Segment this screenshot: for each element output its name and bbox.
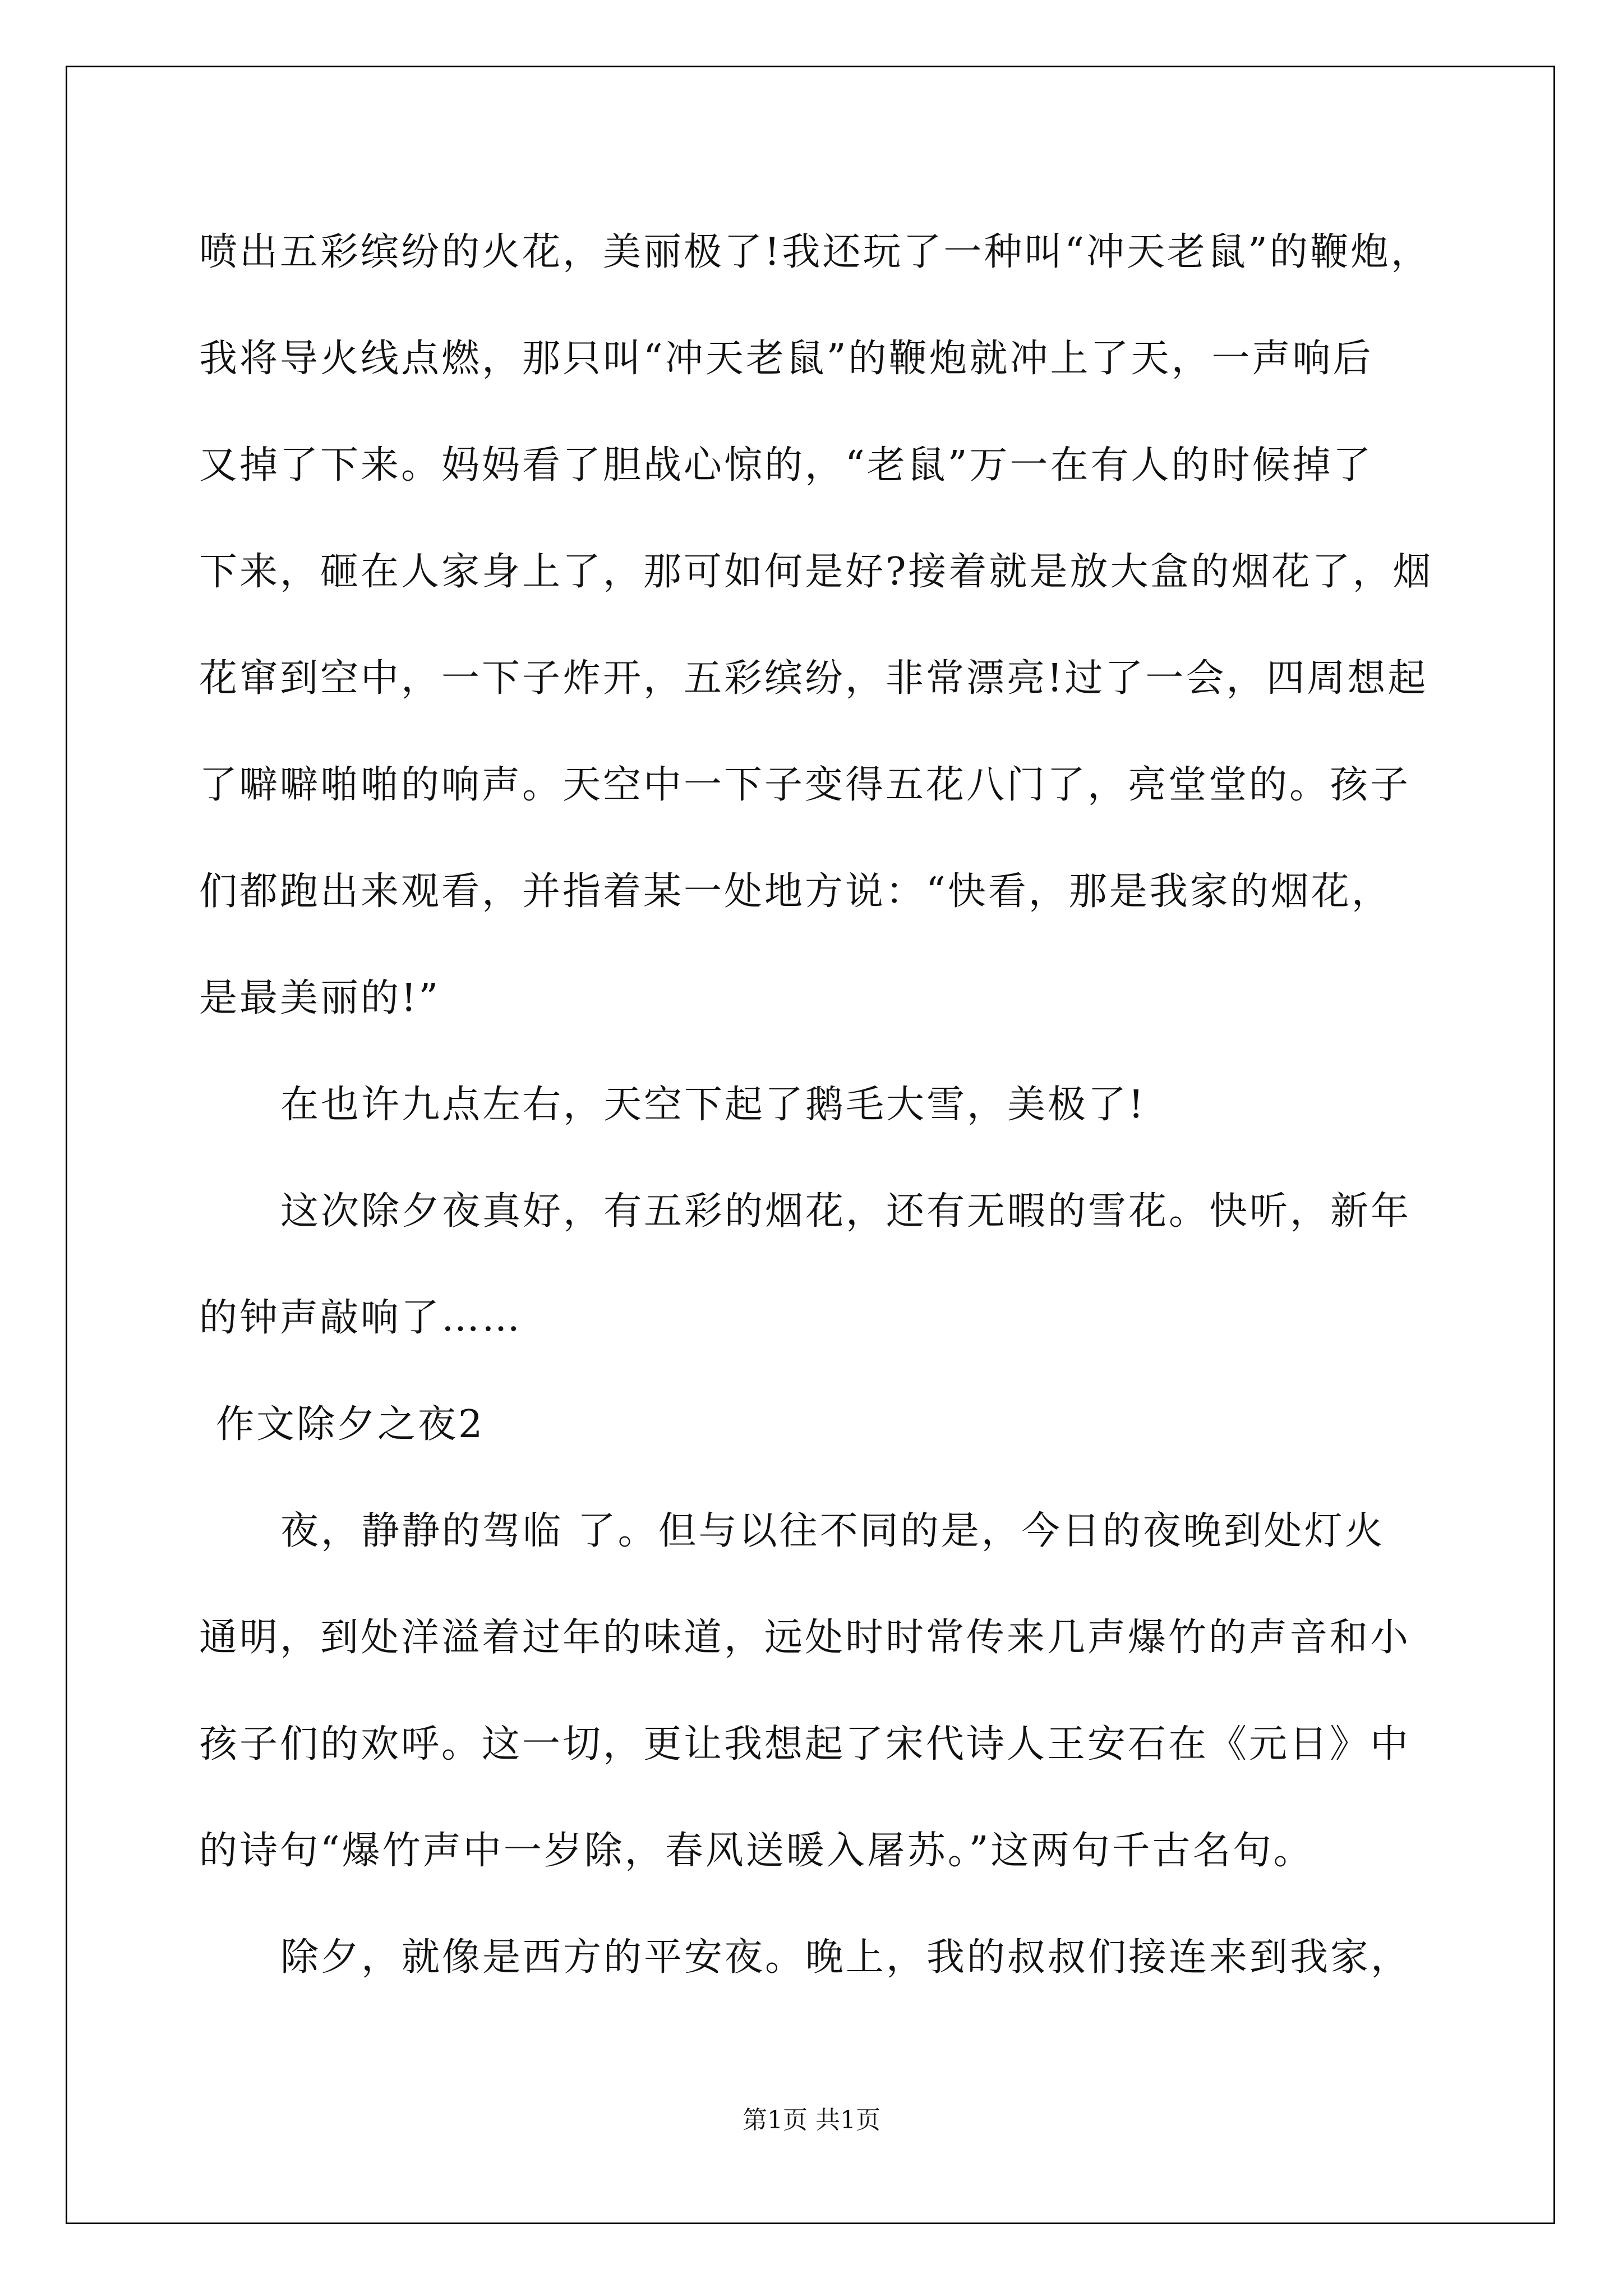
paragraph-start-line: 这次除夕夜真好，有五彩的烟花，还有无暇的雪花。快听，新年 xyxy=(280,1189,1412,1234)
text-line: 喷出五彩缤纷的火花，美丽极了!我还玩了一种叫“冲天老鼠”的鞭炮， xyxy=(199,230,1431,274)
text-line: 们都跑出来观看，并指着某一处地方说：“快看，那是我家的烟花， xyxy=(199,869,1392,914)
paragraph-start-line: 除夕，就像是西方的平安夜。晚上，我的叔叔们接连来到我家， xyxy=(280,1935,1412,1980)
text-line: 花窜到空中，一下子炸开，五彩缤纷，非常漂亮!过了一会，四周想起 xyxy=(199,656,1428,701)
text-line: 又掉了下来。妈妈看了胆战心惊的，“老鼠”万一在有人的时候掉了 xyxy=(199,443,1373,487)
section-heading: 作文除夕之夜2 xyxy=(216,1402,485,1447)
paragraph-start-line: 在也许九点左右，天空下起了鹅毛大雪，美极了! xyxy=(280,1083,1146,1127)
text-line: 的钟声敲响了…… xyxy=(199,1296,523,1340)
page-number-footer: 第1页 共1页 xyxy=(743,2106,880,2134)
page-border xyxy=(66,66,1555,2224)
text-line: 下来，砸在人家身上了，那可如何是好?接着就是放大盒的烟花了，烟 xyxy=(199,550,1433,594)
text-line: 了噼噼啪啪的响声。天空中一下子变得五花八门了，亮堂堂的。孩子 xyxy=(199,763,1411,807)
text-line: 是最美丽的!” xyxy=(199,976,441,1020)
text-line: 的诗句“爆竹声中一岁除，春风送暖入屠苏。”这两句千古名句。 xyxy=(199,1829,1314,1873)
text-line: 通明，到处洋溢着过年的味道，远处时时常传来几声爆竹的声音和小 xyxy=(199,1616,1411,1660)
text-line: 我将导火线点燃，那只叫“冲天老鼠”的鞭炮就冲上了天，一声响后 xyxy=(199,337,1373,381)
text-line: 孩子们的欢呼。这一切，更让我想起了宋代诗人王安石在《元日》中 xyxy=(199,1722,1411,1766)
paragraph-start-line: 夜，静静的驾临 了。但与以往不同的是，今日的夜晚到处灯火 xyxy=(280,1509,1385,1553)
